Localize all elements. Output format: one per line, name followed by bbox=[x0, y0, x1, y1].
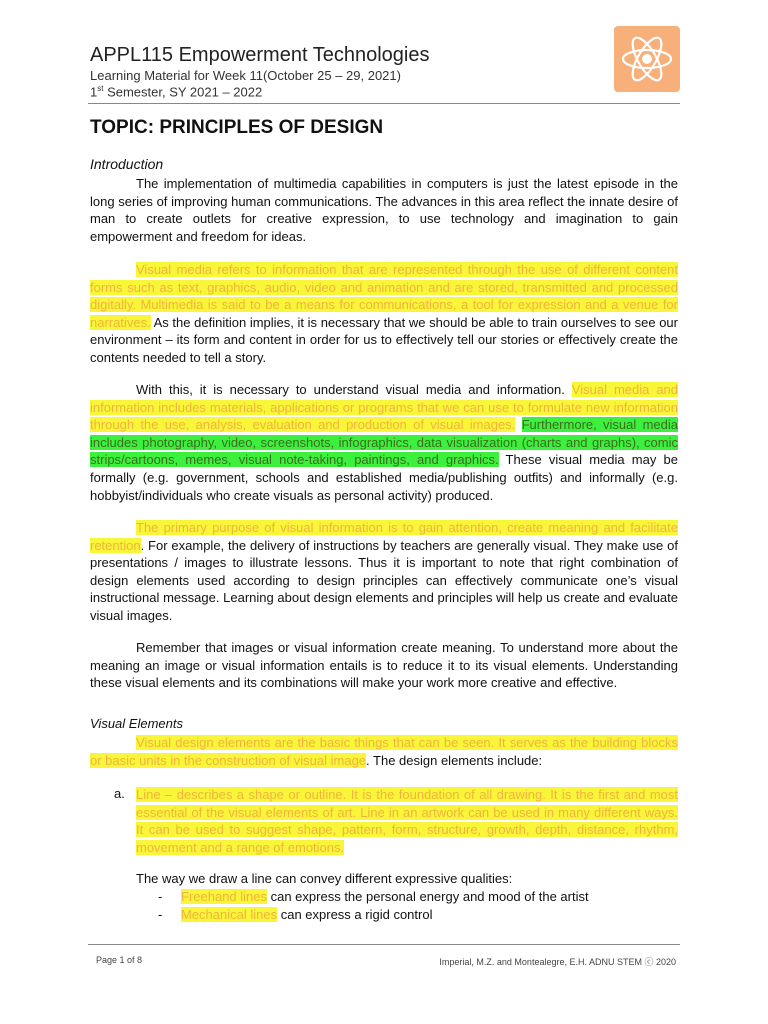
intro-paragraph-1: The implementation of multimedia capabilities in computers is just the latest episode in the long series of improving human communications. The advances in this area reflect the innate desire of man to create outlets for creative expression, to use technology and imagination to gain empowerment and freedom for ideas. bbox=[90, 176, 678, 244]
mechanical-lines-item: Mechanical lines can express a rigid control bbox=[181, 907, 433, 922]
intro-paragraph-2: Visual media refers to information that are represented through the use of different content forms such as text, graphics, audio, video and animation and are stored, transmitted and processed digitally. Multimedia is said to be a means for communications, a tool for expression and a venue for narratives. As the definition implies, it is necessary that we should be able to train ourselves to see our environment – its form and content in order for us to effectively tell our stories or effectively create the contents needed to tell a story. bbox=[90, 262, 678, 365]
visual-elements-paragraph: Visual design elements are the basic things that can be seen. It serves as the building blocks or basic units in the construction of visual image. The design elements include: bbox=[90, 735, 678, 768]
introduction-heading: Introduction bbox=[90, 156, 164, 172]
header-divider bbox=[88, 103, 680, 104]
line-qualities-intro: The way we draw a line can convey different expressive qualities: bbox=[136, 871, 513, 886]
bullet-dash: - bbox=[158, 907, 163, 922]
bullet-dash: - bbox=[158, 889, 163, 904]
topic-title: TOPIC: PRINCIPLES OF DESIGN bbox=[90, 117, 384, 138]
list-marker-a: a. bbox=[114, 786, 125, 801]
atom-logo-icon bbox=[614, 26, 680, 92]
visual-elements-heading: Visual Elements bbox=[90, 716, 183, 731]
footer-credit: Imperial, M.Z. and Montealegre, E.H. ADNU STEM ⓒ 2020 bbox=[439, 957, 676, 967]
intro-paragraph-5: Remember that images or visual information create meaning. To understand more about the meaning an image or visual information entails is to reduce it to its visual elements. Understanding these visual elements and its combinations will make your work more creative and effective. bbox=[90, 640, 678, 691]
course-title: APPL115 Empowerment Technologies bbox=[90, 44, 430, 66]
week-line: Learning Material for Week 11(October 25 – 29, 2021) bbox=[90, 68, 401, 83]
line-definition: Line – describes a shape or outline. It is the foundation of all drawing. It is the first and most essential of the visual elements of art. Line in an artwork can be used in many different ways. It can be used to suggest shape, pattern, form, structure, growth, depth, distance, rhythm, movement and a range of emotions. bbox=[136, 787, 678, 855]
semester-line: 1st Semester, SY 2021 – 2022 bbox=[90, 84, 263, 100]
freehand-lines-item: Freehand lines can express the personal energy and mood of the artist bbox=[181, 889, 589, 904]
page-number: Page 1 of 8 bbox=[96, 955, 143, 965]
intro-paragraph-3: With this, it is necessary to understand visual media and information. Visual media and information includes materials, applications or programs that we can use to formulate new information through the use, analysis, evaluation and production of visual images. Furthermore, visual media includes photography, video, screenshots, infographics, data visualization (charts and graphs), comic strips/cartoons, memes, visual note-taking, paintings, and graphics. These visual media may be formally (e.g. government, schools and established media/publishing outfits) and informally (e.g. hobbyist/individuals who create visuals as personal activity) produced. bbox=[90, 382, 679, 503]
footer-divider bbox=[88, 944, 680, 945]
intro-paragraph-4: The primary purpose of visual information is to gain attention, create meaning and facilitate retention. For example, the delivery of instructions by teachers are generally visual. They make use of presentations / images to illustrate lessons. Thus it is important to note that right combination of design elements used according to design principles can effectively communicate one’s visual instructional message. Learning about design elements and principles will help us create and evaluate visual images. bbox=[90, 520, 678, 623]
